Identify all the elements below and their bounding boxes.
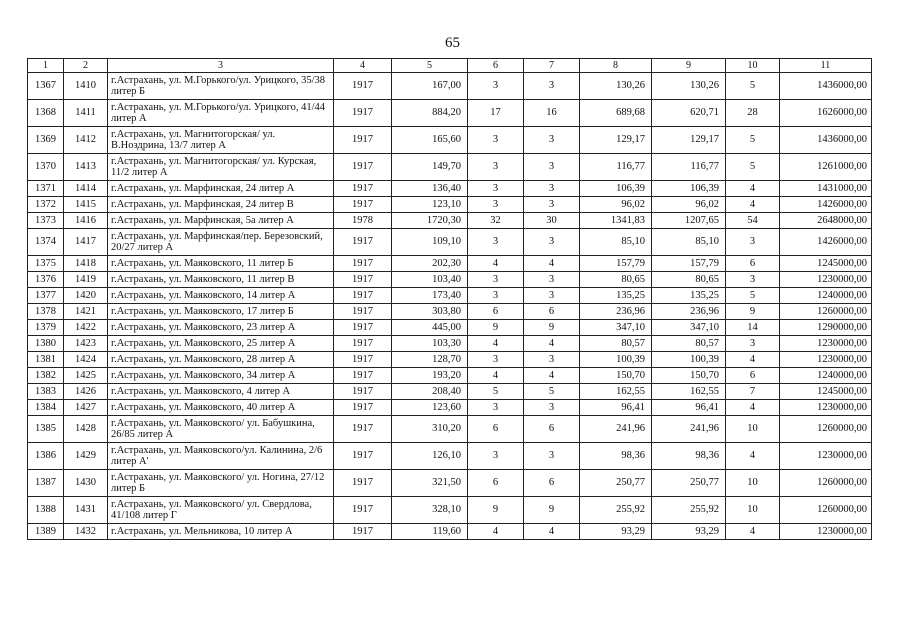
address-cell: г.Астрахань, ул. Маяковского/ ул. Ногина, 27/12 литер Б xyxy=(108,470,334,497)
apartments-count-cell: 5 xyxy=(726,288,780,304)
row-number-cell: 1378 xyxy=(28,304,64,320)
apartments-count-cell: 10 xyxy=(726,497,780,524)
living-area-2-cell: 96,41 xyxy=(652,400,726,416)
price-cell: 1230000,00 xyxy=(780,400,872,416)
price-cell: 1260000,00 xyxy=(780,416,872,443)
price-cell: 1260000,00 xyxy=(780,304,872,320)
rooms-count-cell: 4 xyxy=(524,524,580,540)
address-cell: г.Астрахань, ул. Маяковского, 28 литер А xyxy=(108,352,334,368)
price-cell: 1626000,00 xyxy=(780,100,872,127)
address-cell: г.Астрахань, ул. Маяковского, 14 литер А xyxy=(108,288,334,304)
residents-count-cell: 3 xyxy=(468,288,524,304)
living-area-2-cell: 236,96 xyxy=(652,304,726,320)
living-area-cell: 80,65 xyxy=(580,272,652,288)
address-cell: г.Астрахань, ул. Маяковского, 4 литер А xyxy=(108,384,334,400)
residents-count-cell: 3 xyxy=(468,229,524,256)
table-row xyxy=(28,229,872,256)
address-cell: г.Астрахань, ул. Маяковского, 23 литер А xyxy=(108,320,334,336)
build-year-cell: 1917 xyxy=(334,470,392,497)
apartments-count-cell: 5 xyxy=(726,73,780,100)
living-area-2-cell: 1207,65 xyxy=(652,213,726,229)
total-area-cell: 193,20 xyxy=(392,368,468,384)
living-area-2-cell: 157,79 xyxy=(652,256,726,272)
living-area-cell: 85,10 xyxy=(580,229,652,256)
row-number-cell: 1372 xyxy=(28,197,64,213)
living-area-cell: 96,02 xyxy=(580,197,652,213)
living-area-cell: 347,10 xyxy=(580,320,652,336)
total-area-cell: 103,40 xyxy=(392,272,468,288)
table-row xyxy=(28,416,872,443)
price-cell: 1230000,00 xyxy=(780,352,872,368)
table-row xyxy=(28,400,872,416)
residents-count-cell: 6 xyxy=(468,470,524,497)
living-area-2-cell: 150,70 xyxy=(652,368,726,384)
residents-count-cell: 4 xyxy=(468,256,524,272)
living-area-cell: 250,77 xyxy=(580,470,652,497)
registry-number-cell: 1421 xyxy=(64,304,108,320)
build-year-cell: 1917 xyxy=(334,352,392,368)
price-cell: 1230000,00 xyxy=(780,524,872,540)
total-area-cell: 136,40 xyxy=(392,181,468,197)
living-area-cell: 236,96 xyxy=(580,304,652,320)
rooms-count-cell: 5 xyxy=(524,384,580,400)
living-area-cell: 1341,83 xyxy=(580,213,652,229)
living-area-2-cell: 85,10 xyxy=(652,229,726,256)
column-header: 6 xyxy=(468,59,524,73)
registry-number-cell: 1415 xyxy=(64,197,108,213)
price-cell: 1230000,00 xyxy=(780,443,872,470)
registry-number-cell: 1411 xyxy=(64,100,108,127)
registry-number-cell: 1428 xyxy=(64,416,108,443)
total-area-cell: 202,30 xyxy=(392,256,468,272)
registry-number-cell: 1410 xyxy=(64,73,108,100)
living-area-cell: 157,79 xyxy=(580,256,652,272)
row-number-cell: 1381 xyxy=(28,352,64,368)
rooms-count-cell: 4 xyxy=(524,256,580,272)
rooms-count-cell: 4 xyxy=(524,336,580,352)
registry-number-cell: 1430 xyxy=(64,470,108,497)
living-area-cell: 135,25 xyxy=(580,288,652,304)
total-area-cell: 321,50 xyxy=(392,470,468,497)
total-area-cell: 103,30 xyxy=(392,336,468,352)
apartments-count-cell: 3 xyxy=(726,272,780,288)
table-row xyxy=(28,100,872,127)
build-year-cell: 1917 xyxy=(334,127,392,154)
total-area-cell: 123,10 xyxy=(392,197,468,213)
table-row xyxy=(28,320,872,336)
row-number-cell: 1385 xyxy=(28,416,64,443)
price-cell: 1240000,00 xyxy=(780,288,872,304)
header-row xyxy=(28,59,872,73)
rooms-count-cell: 6 xyxy=(524,470,580,497)
residents-count-cell: 3 xyxy=(468,73,524,100)
residents-count-cell: 3 xyxy=(468,154,524,181)
address-cell: г.Астрахань, ул. Маяковского/ул. Калинина, 2/6 литер А' xyxy=(108,443,334,470)
living-area-2-cell: 98,36 xyxy=(652,443,726,470)
address-cell: г.Астрахань, ул. Марфинская/пер. Березовский, 20/27 литер А xyxy=(108,229,334,256)
price-cell: 1260000,00 xyxy=(780,470,872,497)
living-area-2-cell: 80,65 xyxy=(652,272,726,288)
living-area-2-cell: 106,39 xyxy=(652,181,726,197)
living-area-cell: 93,29 xyxy=(580,524,652,540)
rooms-count-cell: 30 xyxy=(524,213,580,229)
column-header: 9 xyxy=(652,59,726,73)
build-year-cell: 1917 xyxy=(334,304,392,320)
living-area-2-cell: 130,26 xyxy=(652,73,726,100)
residents-count-cell: 6 xyxy=(468,416,524,443)
row-number-cell: 1376 xyxy=(28,272,64,288)
table-body xyxy=(28,73,872,540)
build-year-cell: 1917 xyxy=(334,400,392,416)
living-area-2-cell: 255,92 xyxy=(652,497,726,524)
total-area-cell: 128,70 xyxy=(392,352,468,368)
price-cell: 1230000,00 xyxy=(780,336,872,352)
build-year-cell: 1917 xyxy=(334,154,392,181)
living-area-cell: 255,92 xyxy=(580,497,652,524)
apartments-count-cell: 6 xyxy=(726,256,780,272)
row-number-cell: 1375 xyxy=(28,256,64,272)
registry-number-cell: 1416 xyxy=(64,213,108,229)
total-area-cell: 303,80 xyxy=(392,304,468,320)
rooms-count-cell: 3 xyxy=(524,73,580,100)
address-cell: г.Астрахань, ул. Маяковского, 11 литер Б xyxy=(108,256,334,272)
residents-count-cell: 3 xyxy=(468,352,524,368)
apartments-count-cell: 4 xyxy=(726,197,780,213)
address-cell: г.Астрахань, ул. Магнитогорская/ ул. Курская, 11/2 литер А xyxy=(108,154,334,181)
total-area-cell: 149,70 xyxy=(392,154,468,181)
residents-count-cell: 9 xyxy=(468,320,524,336)
row-number-cell: 1367 xyxy=(28,73,64,100)
rooms-count-cell: 3 xyxy=(524,229,580,256)
column-header: 2 xyxy=(64,59,108,73)
table-row xyxy=(28,470,872,497)
rooms-count-cell: 3 xyxy=(524,443,580,470)
living-area-cell: 689,68 xyxy=(580,100,652,127)
living-area-2-cell: 250,77 xyxy=(652,470,726,497)
registry-number-cell: 1420 xyxy=(64,288,108,304)
price-cell: 1240000,00 xyxy=(780,368,872,384)
address-cell: г.Астрахань, ул. Марфинская, 24 литер А xyxy=(108,181,334,197)
address-cell: г.Астрахань, ул. Маяковского, 25 литер А xyxy=(108,336,334,352)
price-cell: 1261000,00 xyxy=(780,154,872,181)
living-area-2-cell: 93,29 xyxy=(652,524,726,540)
column-header: 11 xyxy=(780,59,872,73)
living-area-2-cell: 96,02 xyxy=(652,197,726,213)
rooms-count-cell: 6 xyxy=(524,416,580,443)
price-cell: 2648000,00 xyxy=(780,213,872,229)
registry-number-cell: 1422 xyxy=(64,320,108,336)
living-area-cell: 150,70 xyxy=(580,368,652,384)
total-area-cell: 173,40 xyxy=(392,288,468,304)
residents-count-cell: 3 xyxy=(468,181,524,197)
living-area-cell: 98,36 xyxy=(580,443,652,470)
build-year-cell: 1917 xyxy=(334,197,392,213)
row-number-cell: 1371 xyxy=(28,181,64,197)
registry-number-cell: 1426 xyxy=(64,384,108,400)
address-cell: г.Астрахань, ул. М.Горького/ул. Урицкого, 41/44 литер А xyxy=(108,100,334,127)
living-area-2-cell: 620,71 xyxy=(652,100,726,127)
total-area-cell: 109,10 xyxy=(392,229,468,256)
residents-count-cell: 17 xyxy=(468,100,524,127)
total-area-cell: 1720,30 xyxy=(392,213,468,229)
registry-number-cell: 1431 xyxy=(64,497,108,524)
total-area-cell: 123,60 xyxy=(392,400,468,416)
table-row xyxy=(28,197,872,213)
price-cell: 1245000,00 xyxy=(780,384,872,400)
row-number-cell: 1388 xyxy=(28,497,64,524)
total-area-cell: 208,40 xyxy=(392,384,468,400)
rooms-count-cell: 3 xyxy=(524,127,580,154)
total-area-cell: 165,60 xyxy=(392,127,468,154)
registry-number-cell: 1424 xyxy=(64,352,108,368)
residents-count-cell: 3 xyxy=(468,443,524,470)
living-area-cell: 80,57 xyxy=(580,336,652,352)
residents-count-cell: 3 xyxy=(468,197,524,213)
living-area-cell: 241,96 xyxy=(580,416,652,443)
residents-count-cell: 4 xyxy=(468,336,524,352)
residents-count-cell: 32 xyxy=(468,213,524,229)
build-year-cell: 1917 xyxy=(334,368,392,384)
registry-number-cell: 1417 xyxy=(64,229,108,256)
build-year-cell: 1917 xyxy=(334,73,392,100)
living-area-2-cell: 100,39 xyxy=(652,352,726,368)
registry-number-cell: 1427 xyxy=(64,400,108,416)
address-cell: г.Астрахань, ул. Маяковского, 40 литер А xyxy=(108,400,334,416)
build-year-cell: 1917 xyxy=(334,384,392,400)
rooms-count-cell: 3 xyxy=(524,181,580,197)
row-number-cell: 1368 xyxy=(28,100,64,127)
row-number-cell: 1386 xyxy=(28,443,64,470)
row-number-cell: 1383 xyxy=(28,384,64,400)
living-area-cell: 96,41 xyxy=(580,400,652,416)
residents-count-cell: 4 xyxy=(468,368,524,384)
price-cell: 1290000,00 xyxy=(780,320,872,336)
living-area-2-cell: 135,25 xyxy=(652,288,726,304)
row-number-cell: 1380 xyxy=(28,336,64,352)
apartments-count-cell: 10 xyxy=(726,470,780,497)
build-year-cell: 1917 xyxy=(334,229,392,256)
apartments-count-cell: 54 xyxy=(726,213,780,229)
registry-number-cell: 1414 xyxy=(64,181,108,197)
registry-number-cell: 1419 xyxy=(64,272,108,288)
column-header: 5 xyxy=(392,59,468,73)
price-cell: 1426000,00 xyxy=(780,197,872,213)
total-area-cell: 119,60 xyxy=(392,524,468,540)
column-header: 10 xyxy=(726,59,780,73)
build-year-cell: 1917 xyxy=(334,256,392,272)
total-area-cell: 167,00 xyxy=(392,73,468,100)
apartments-count-cell: 5 xyxy=(726,127,780,154)
rooms-count-cell: 3 xyxy=(524,272,580,288)
address-cell: г.Астрахань, ул. Мельникова, 10 литер А xyxy=(108,524,334,540)
apartments-count-cell: 4 xyxy=(726,524,780,540)
price-cell: 1436000,00 xyxy=(780,73,872,100)
registry-number-cell: 1418 xyxy=(64,256,108,272)
residents-count-cell: 3 xyxy=(468,400,524,416)
table-row xyxy=(28,524,872,540)
build-year-cell: 1978 xyxy=(334,213,392,229)
page-number: 65 xyxy=(445,35,460,51)
rooms-count-cell: 3 xyxy=(524,197,580,213)
table-row xyxy=(28,443,872,470)
build-year-cell: 1917 xyxy=(334,181,392,197)
apartments-count-cell: 4 xyxy=(726,400,780,416)
table-row xyxy=(28,352,872,368)
living-area-cell: 162,55 xyxy=(580,384,652,400)
living-area-cell: 130,26 xyxy=(580,73,652,100)
column-header: 4 xyxy=(334,59,392,73)
row-number-cell: 1377 xyxy=(28,288,64,304)
address-cell: г.Астрахань, ул. Маяковского/ ул. Бабушкина, 26/85 литер А xyxy=(108,416,334,443)
living-area-2-cell: 129,17 xyxy=(652,127,726,154)
living-area-2-cell: 116,77 xyxy=(652,154,726,181)
apartments-count-cell: 5 xyxy=(726,154,780,181)
residents-count-cell: 3 xyxy=(468,272,524,288)
address-cell: г.Астрахань, ул. Маяковского, 34 литер А xyxy=(108,368,334,384)
column-header: 8 xyxy=(580,59,652,73)
address-cell: г.Астрахань, ул. Маяковского/ ул. Свердлова, 41/108 литер Г xyxy=(108,497,334,524)
price-cell: 1431000,00 xyxy=(780,181,872,197)
row-number-cell: 1373 xyxy=(28,213,64,229)
living-area-2-cell: 162,55 xyxy=(652,384,726,400)
rooms-count-cell: 3 xyxy=(524,288,580,304)
table-row xyxy=(28,272,872,288)
living-area-cell: 106,39 xyxy=(580,181,652,197)
table-row xyxy=(28,213,872,229)
table-row xyxy=(28,73,872,100)
rooms-count-cell: 6 xyxy=(524,304,580,320)
price-cell: 1245000,00 xyxy=(780,256,872,272)
table-row xyxy=(28,256,872,272)
table-row xyxy=(28,288,872,304)
rooms-count-cell: 9 xyxy=(524,320,580,336)
build-year-cell: 1917 xyxy=(334,416,392,443)
total-area-cell: 310,20 xyxy=(392,416,468,443)
total-area-cell: 126,10 xyxy=(392,443,468,470)
residents-count-cell: 9 xyxy=(468,497,524,524)
apartments-count-cell: 10 xyxy=(726,416,780,443)
address-cell: г.Астрахань, ул. М.Горького/ул. Урицкого, 35/38 литер Б xyxy=(108,73,334,100)
living-area-2-cell: 241,96 xyxy=(652,416,726,443)
residents-count-cell: 5 xyxy=(468,384,524,400)
apartments-count-cell: 14 xyxy=(726,320,780,336)
column-header: 1 xyxy=(28,59,64,73)
registry-number-cell: 1432 xyxy=(64,524,108,540)
table-row xyxy=(28,154,872,181)
table-row xyxy=(28,368,872,384)
address-cell: г.Астрахань, ул. Маяковского, 11 литер В xyxy=(108,272,334,288)
row-number-cell: 1389 xyxy=(28,524,64,540)
table-row xyxy=(28,336,872,352)
row-number-cell: 1387 xyxy=(28,470,64,497)
build-year-cell: 1917 xyxy=(334,320,392,336)
residents-count-cell: 3 xyxy=(468,127,524,154)
column-header: 7 xyxy=(524,59,580,73)
registry-number-cell: 1412 xyxy=(64,127,108,154)
living-area-2-cell: 347,10 xyxy=(652,320,726,336)
build-year-cell: 1917 xyxy=(334,272,392,288)
residents-count-cell: 4 xyxy=(468,524,524,540)
price-cell: 1260000,00 xyxy=(780,497,872,524)
apartments-count-cell: 6 xyxy=(726,368,780,384)
apartments-count-cell: 7 xyxy=(726,384,780,400)
row-number-cell: 1379 xyxy=(28,320,64,336)
rooms-count-cell: 4 xyxy=(524,368,580,384)
rooms-count-cell: 9 xyxy=(524,497,580,524)
row-number-cell: 1384 xyxy=(28,400,64,416)
rooms-count-cell: 3 xyxy=(524,400,580,416)
registry-number-cell: 1429 xyxy=(64,443,108,470)
registry-number-cell: 1423 xyxy=(64,336,108,352)
total-area-cell: 328,10 xyxy=(392,497,468,524)
column-header: 3 xyxy=(108,59,334,73)
build-year-cell: 1917 xyxy=(334,524,392,540)
total-area-cell: 884,20 xyxy=(392,100,468,127)
row-number-cell: 1374 xyxy=(28,229,64,256)
registry-number-cell: 1425 xyxy=(64,368,108,384)
apartments-count-cell: 28 xyxy=(726,100,780,127)
living-area-2-cell: 80,57 xyxy=(652,336,726,352)
apartments-count-cell: 4 xyxy=(726,443,780,470)
living-area-cell: 116,77 xyxy=(580,154,652,181)
address-cell: г.Астрахань, ул. Маяковского, 17 литер Б xyxy=(108,304,334,320)
table-row xyxy=(28,384,872,400)
build-year-cell: 1917 xyxy=(334,288,392,304)
build-year-cell: 1917 xyxy=(334,100,392,127)
table-row xyxy=(28,304,872,320)
table-row xyxy=(28,127,872,154)
build-year-cell: 1917 xyxy=(334,336,392,352)
address-cell: г.Астрахань, ул. Марфинская, 24 литер В xyxy=(108,197,334,213)
row-number-cell: 1369 xyxy=(28,127,64,154)
living-area-cell: 100,39 xyxy=(580,352,652,368)
build-year-cell: 1917 xyxy=(334,443,392,470)
apartments-count-cell: 3 xyxy=(726,336,780,352)
total-area-cell: 445,00 xyxy=(392,320,468,336)
table-row xyxy=(28,497,872,524)
row-number-cell: 1382 xyxy=(28,368,64,384)
price-cell: 1426000,00 xyxy=(780,229,872,256)
row-number-cell: 1370 xyxy=(28,154,64,181)
address-cell: г.Астрахань, ул. Марфинская, 5а литер А xyxy=(108,213,334,229)
apartments-count-cell: 3 xyxy=(726,229,780,256)
apartments-count-cell: 9 xyxy=(726,304,780,320)
price-cell: 1230000,00 xyxy=(780,272,872,288)
registry-number-cell: 1413 xyxy=(64,154,108,181)
address-cell: г.Астрахань, ул. Магнитогорская/ ул. В.Ноздрина, 13/7 литер А xyxy=(108,127,334,154)
residents-count-cell: 6 xyxy=(468,304,524,320)
rooms-count-cell: 3 xyxy=(524,352,580,368)
living-area-cell: 129,17 xyxy=(580,127,652,154)
build-year-cell: 1917 xyxy=(334,497,392,524)
apartments-count-cell: 4 xyxy=(726,352,780,368)
rooms-count-cell: 3 xyxy=(524,154,580,181)
apartments-count-cell: 4 xyxy=(726,181,780,197)
table-row xyxy=(28,181,872,197)
rooms-count-cell: 16 xyxy=(524,100,580,127)
price-cell: 1436000,00 xyxy=(780,127,872,154)
housing-table xyxy=(27,58,872,540)
